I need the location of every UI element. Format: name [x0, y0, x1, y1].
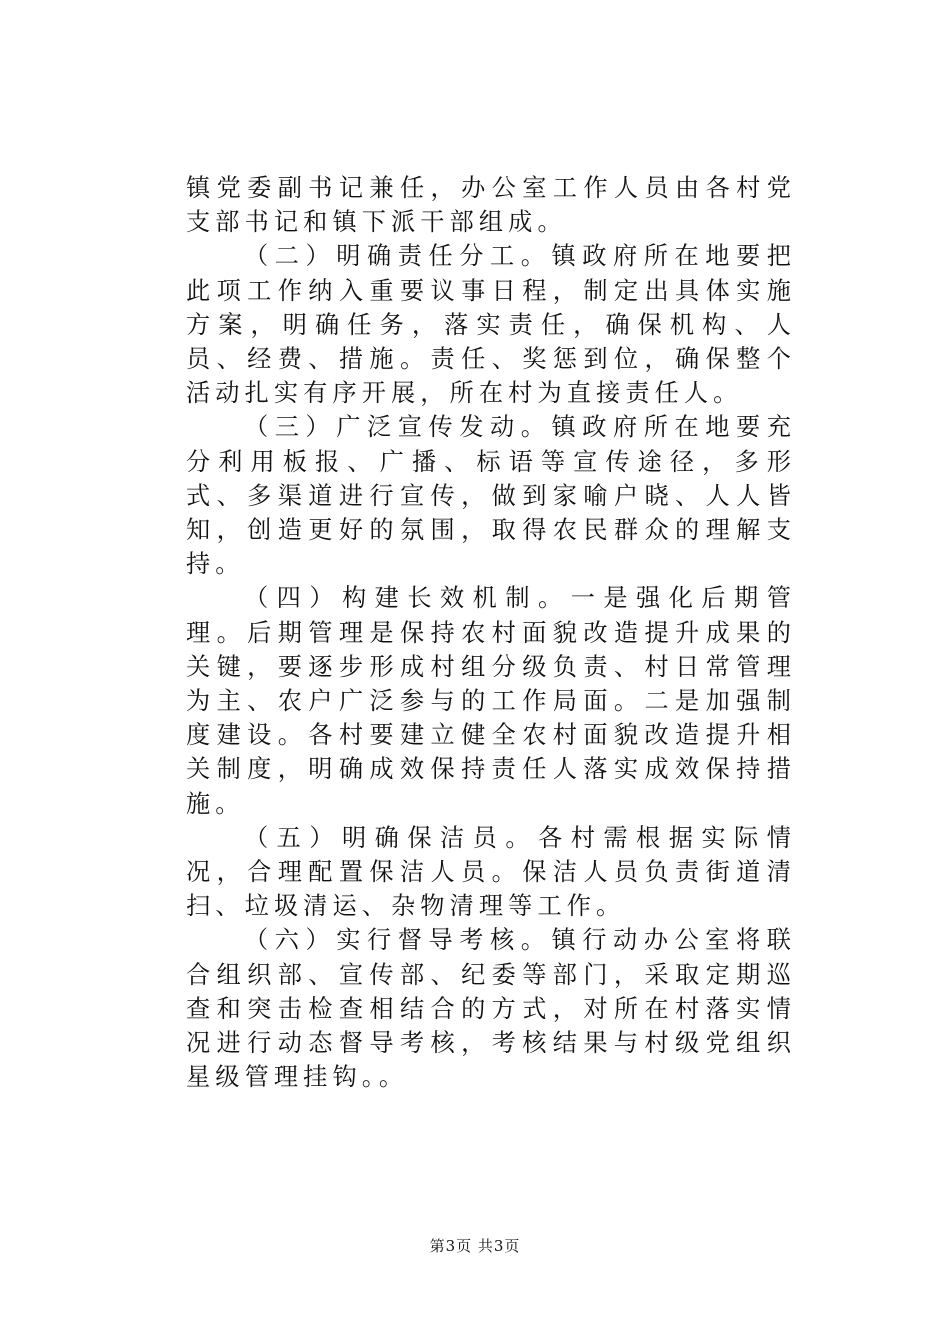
paragraph-1: 镇党委副书记兼任，办公室工作人员由各村党支部书记和镇下派干部组成。: [186, 174, 796, 237]
paragraph-4: （四）构建长效机制。一是强化后期管理。后期管理是保持农村面貌改造提升成果的关键，要逐步形成村组分级负责、村日常管理为主、农户广泛参与的工作局面。二是加强制度建设。各村要建立健全农村面貌改造提升相关制度，明确成效保持责任人落实成效保持措施。: [186, 584, 796, 818]
paragraph-2: （二）明确责任分工。镇政府所在地要把此项工作纳入重要议事日程，制定出具体实施方案，明确任务，落实责任，确保机构、人员、经费、措施。责任、奖惩到位，确保整个活动扎实有序开展，所在村为直接责任人。: [186, 242, 796, 408]
paragraph-6: （六）实行督导考核。镇行动办公室将联合组织部、宣传部、纪委等部门，采取定期巡查和突击检查相结合的方式，对所在村落实情况进行动态督导考核，考核结果与村级党组织星级管理挂钩。。: [186, 926, 796, 1092]
page-footer: 第3页 共3页: [429, 1237, 521, 1255]
paragraph-5: （五）明确保洁员。各村需根据实际情况，合理配置保洁人员。保洁人员负责街道清扫、垃圾清运、杂物清理等工作。: [186, 823, 796, 921]
document-body: [186, 171, 796, 1094]
paragraph-3: （三）广泛宣传发动。镇政府所在地要充分利用板报、广播、标语等宣传途径，多形式、多渠道进行宣传，做到家喻户晓、人人皆知，创造更好的氛围，取得农民群众的理解支持。: [186, 413, 796, 579]
